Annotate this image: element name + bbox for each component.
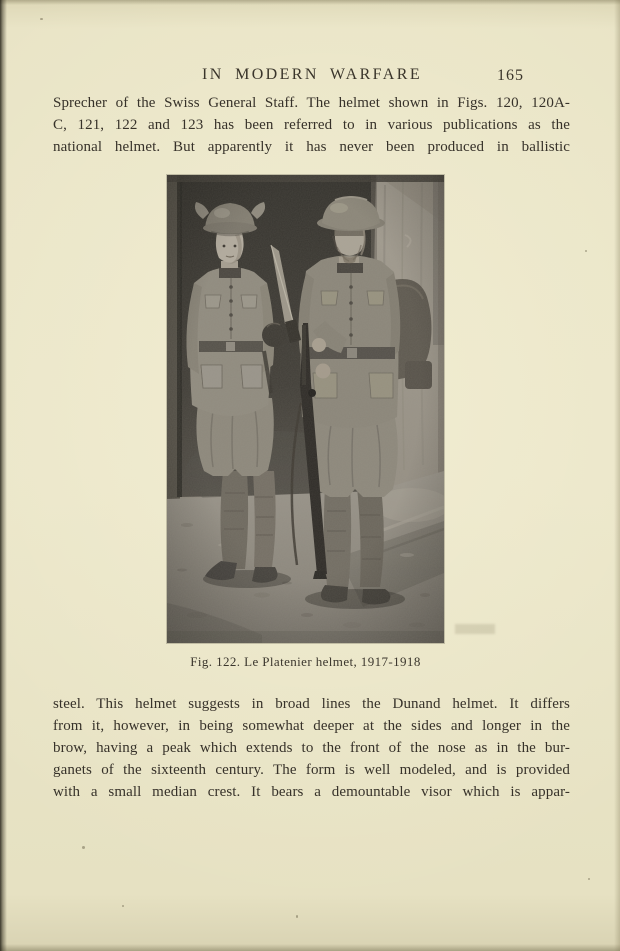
text-line: steel. This helmet suggests in broad lines the Dunand helmet. It differs: [53, 696, 570, 712]
page-number: 165: [497, 67, 524, 84]
paper-speck: [588, 878, 590, 880]
running-head-title: IN MODERN WARFARE: [202, 66, 422, 83]
text-line: Sprecher of the Swiss General Staff. The helmet shown in Figs. 120, 120A-: [53, 95, 570, 111]
page-edge-right: [614, 0, 620, 951]
running-head: [53, 66, 570, 88]
text-line: C, 121, 122 and 123 has been referred to in various publications as the: [53, 117, 570, 133]
paragraph-bottom: [53, 693, 570, 803]
text-line: with a small median crest. It bears a demountable visor which is appar-: [53, 784, 570, 800]
text-line: national helmet. But apparently it has never been produced in ballistic: [53, 139, 570, 155]
text-line: ganets of the sixteenth century. The form is well modeled, and is provided: [53, 762, 570, 778]
figure-photo: [167, 175, 444, 643]
paper-speck: [40, 18, 43, 20]
binding-edge: [0, 0, 7, 951]
paper-speck: [122, 905, 124, 907]
paper-speck: [296, 915, 298, 918]
page-edge-bottom: [0, 944, 620, 951]
text-line: from it, however, in being somewhat deeper at the sides and longer in the: [53, 718, 570, 734]
paper-speck: [585, 250, 587, 252]
figure-122: [167, 175, 444, 669]
page-edge-top: [0, 0, 620, 5]
figure-caption: Fig. 122. Le Platenier helmet, 1917-1918: [190, 654, 421, 669]
paper-smudge: [455, 624, 495, 634]
text-line: brow, having a peak which extends to the front of the nose as in the bur-: [53, 740, 570, 756]
paragraph-top: [53, 92, 570, 158]
paper-speck: [82, 846, 85, 849]
